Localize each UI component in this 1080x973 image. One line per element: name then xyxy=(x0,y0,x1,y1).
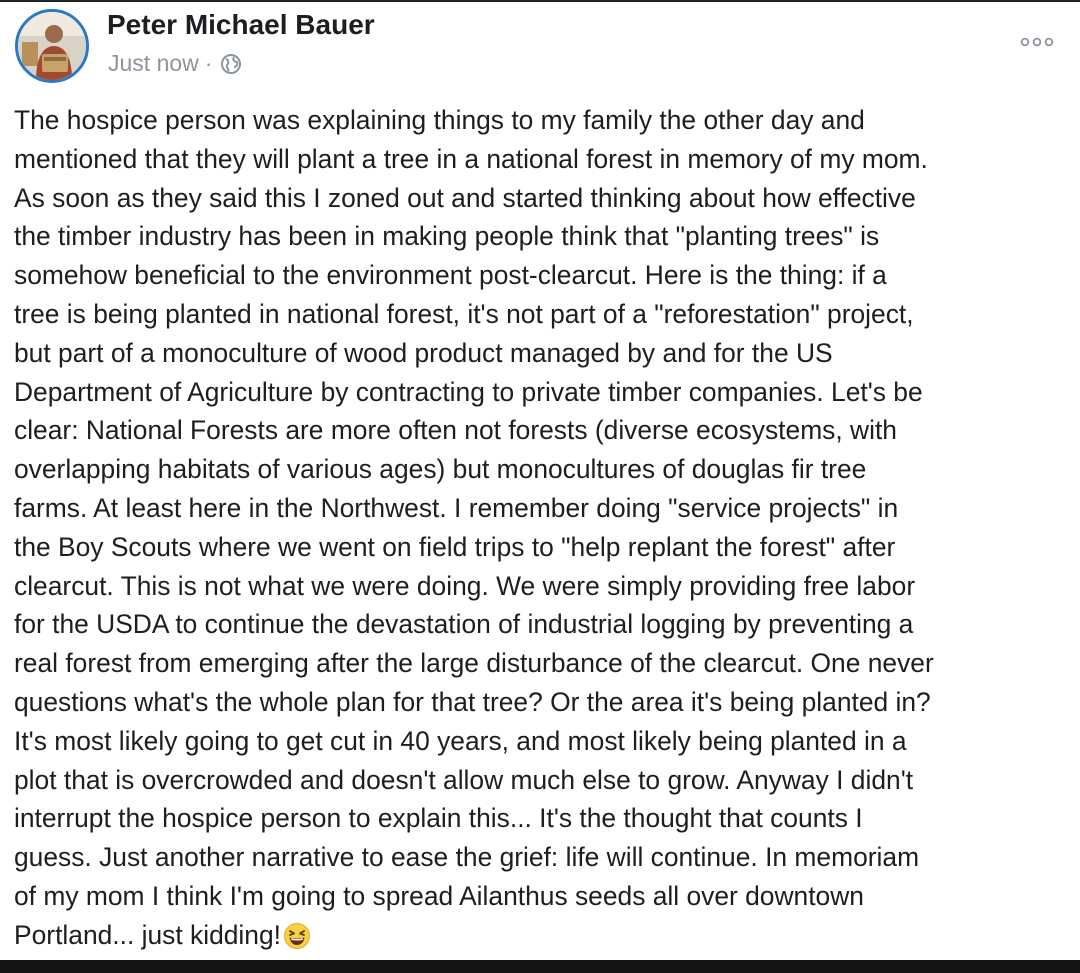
avatar-photo xyxy=(18,12,86,80)
post-body-line: but part of a monoculture of wood product managed by and for the US xyxy=(14,337,833,368)
post-body-line: clearcut. This is not what we were doing. We were simply providing free labor xyxy=(14,570,916,601)
post-body-line: overlapping habitats of various ages) but monocultures of douglas fir tree xyxy=(14,454,867,485)
grinning-squinting-face-icon xyxy=(283,922,311,950)
post-body-line: clear: National Forests are more often not forests (diverse ecosystems, with xyxy=(14,415,897,446)
post-body-line: Portland... just kidding! xyxy=(14,919,281,950)
post-body-line: the timber industry has been in making people think that "planting trees" is xyxy=(14,221,880,252)
post-body-line: Department of Agriculture by contracting to private timber companies. Let's be xyxy=(14,376,923,407)
post-body-line: somehow beneficial to the environment post-clearcut. Here is the thing: if a xyxy=(14,260,887,291)
author-name[interactable]: Peter Michael Bauer xyxy=(107,9,375,40)
author-avatar[interactable] xyxy=(15,9,89,83)
bottom-border xyxy=(0,960,1080,973)
post-body-line: for the USDA to continue the devastation of industrial logging by preventing a xyxy=(14,609,914,640)
post-body-last-line xyxy=(14,916,1076,955)
globe-icon[interactable] xyxy=(220,53,242,75)
post-body-line: mentioned that they will plant a tree in a national forest in memory of my mom. xyxy=(14,143,928,174)
post-body-line: As soon as they said this I zoned out and started thinking about how effective xyxy=(14,182,916,213)
meta-separator: · xyxy=(204,50,213,76)
more-options-icon[interactable] xyxy=(1020,34,1054,50)
post-body-line: questions what's the whole plan for that tree? Or the area it's being planted in? xyxy=(14,686,931,717)
post-meta xyxy=(108,50,242,77)
post-body-line: It's most likely going to get cut in 40 years, and most likely being planted in a xyxy=(14,725,907,756)
post-body-line: plot that is overcrowded and doesn't allow much else to grow. Anyway I didn't xyxy=(14,764,914,795)
post-body-line: tree is being planted in national forest, it's not part of a "reforestation" project, xyxy=(14,298,914,329)
post-timestamp[interactable]: Just now xyxy=(108,50,199,76)
post-body-line: interrupt the hospice person to explain this... It's the thought that counts I xyxy=(14,803,863,834)
post-body-line: guess. Just another narrative to ease the grief: life will continue. In memoriam xyxy=(14,842,920,873)
post-body-line: of my mom I think I'm going to spread Ailanthus seeds all over downtown xyxy=(14,880,864,911)
post-body-line: The hospice person was explaining things to my family the other day and xyxy=(14,105,865,135)
post-body-line: farms. At least here in the Northwest. I remember doing "service projects" in xyxy=(14,492,899,523)
post-body-line: the Boy Scouts where we went on field trips to "help replant the forest" after xyxy=(14,531,896,562)
post-body xyxy=(14,101,1076,955)
post-body-line: real forest from emerging after the large disturbance of the clearcut. One never xyxy=(14,648,934,679)
